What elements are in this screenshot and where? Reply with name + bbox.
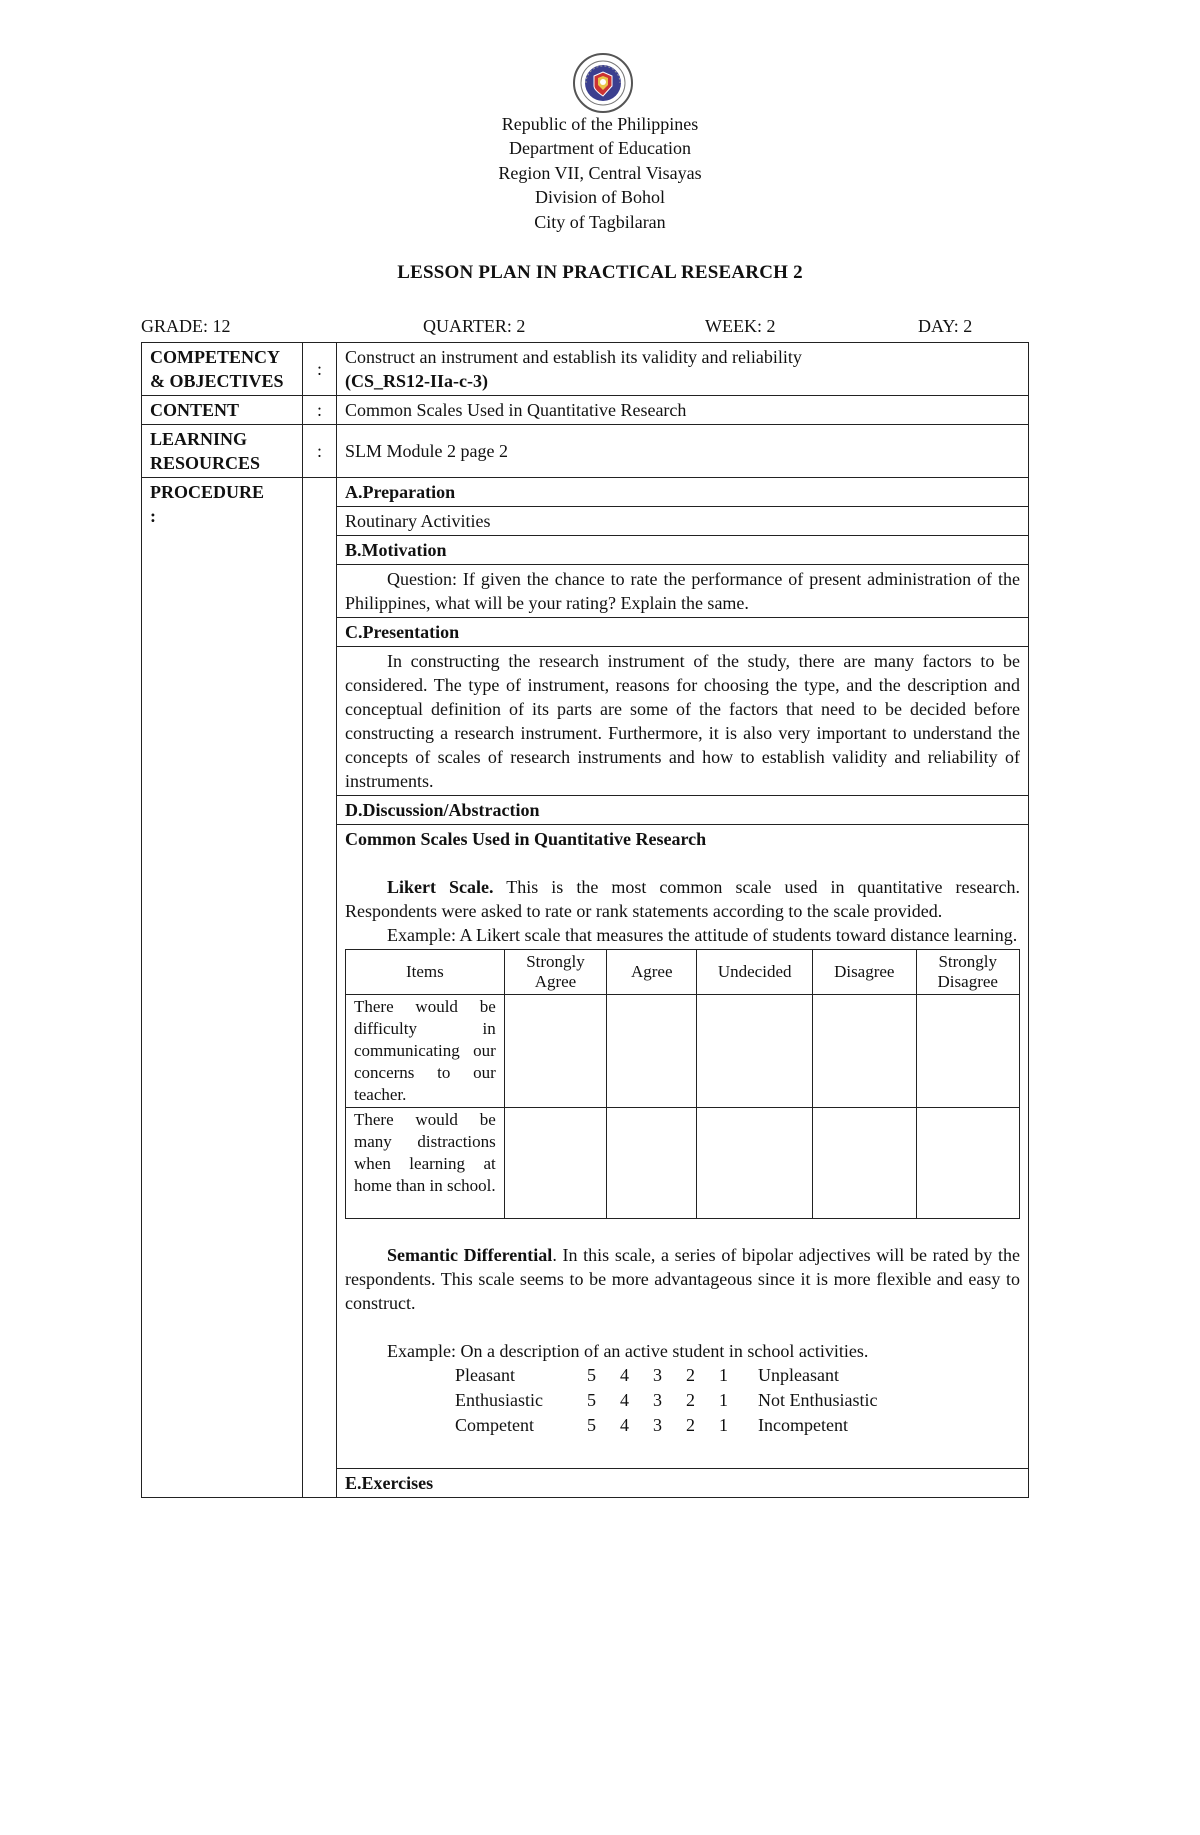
discussion-body — [337, 825, 1029, 1469]
likert-cell — [916, 995, 1020, 1108]
resources-label: LEARNING RESOURCES — [142, 425, 303, 478]
likert-header-row — [346, 950, 1020, 995]
likert-cell — [697, 995, 813, 1108]
letterhead-line: Region VII, Central Visayas — [498, 162, 702, 183]
deped-seal-logo — [572, 52, 634, 114]
semantic-term: Semantic Differential — [387, 1245, 553, 1265]
quarter-label: QUARTER: 2 — [423, 316, 526, 336]
letterhead — [300, 112, 900, 234]
likert-cell — [916, 1108, 1020, 1219]
discussion-title: Common Scales Used in Quantitative Research — [345, 829, 707, 849]
likert-header: Undecided — [697, 950, 813, 995]
procedure-spacer — [303, 478, 337, 1498]
competency-row — [142, 343, 1029, 396]
letterhead-line: City of Tagbilaran — [534, 211, 666, 232]
semantic-row: Enthusiastic 5 4 3 2 1 Not Enthusiastic — [455, 1390, 878, 1410]
likert-cell — [607, 1108, 697, 1219]
likert-header: Strongly Disagree — [916, 950, 1020, 995]
resources-row — [142, 425, 1029, 478]
competency-code: (CS_RS12-IIa-c-3) — [345, 371, 488, 391]
day-label: DAY: 2 — [918, 316, 973, 336]
content-value: Common Scales Used in Quantitative Research — [337, 396, 1029, 425]
likert-item: There would be difficulty in communicating our concerns to our teacher. — [346, 995, 505, 1108]
competency-label: COMPETENCY & OBJECTIVES — [142, 343, 303, 396]
letterhead-line: Division of Bohol — [534, 187, 665, 208]
exercises-heading: E.Exercises — [337, 1469, 1029, 1498]
likert-cell — [697, 1108, 813, 1219]
lesson-plan-table — [141, 342, 1029, 1498]
grade-label: GRADE: 12 — [141, 316, 231, 336]
likert-cell — [504, 995, 606, 1108]
semantic-example: Example: On a description of an active student in school activities. — [387, 1341, 869, 1361]
colon: : — [303, 343, 337, 396]
likert-term: Likert Scale. — [387, 877, 494, 897]
presentation-heading: C.Presentation — [337, 618, 1029, 647]
likert-item: There would be many distractions when learning at home than in school. — [346, 1108, 505, 1219]
likert-header: Agree — [607, 950, 697, 995]
likert-table — [345, 949, 1020, 1219]
likert-header: Disagree — [813, 950, 916, 995]
preparation-text: Routinary Activities — [337, 507, 1029, 536]
letterhead-line: Department of Education — [509, 138, 691, 159]
semantic-row: Pleasant 5 4 3 2 1 Unpleasant — [455, 1365, 839, 1385]
resources-value: SLM Module 2 page 2 — [337, 425, 1029, 478]
likert-header: Strongly Agree — [504, 950, 606, 995]
presentation-text: In constructing the research instrument of the study, there are many factors to be considered. The type of instrument, reasons for choosing the type, and the description and conceptual definition of its parts are some of the factors that need to be decided before constructing a research instrument. Furthermore, it is also very important to understand the concepts of scales of research instruments and how to establish validity and reliability of instruments. — [337, 647, 1029, 796]
competency-value: Construct an instrument and establish its validity and reliability (CS_RS12-IIa-c-3) — [337, 343, 1029, 396]
likert-cell — [813, 1108, 916, 1219]
colon: : — [303, 396, 337, 425]
discussion-heading: D.Discussion/Abstraction — [337, 796, 1029, 825]
semantic-row: Competent 5 4 3 2 1 Incompetent — [455, 1415, 848, 1435]
letterhead-line: Republic of the Philippines — [501, 114, 699, 134]
motivation-text: Question: If given the chance to rate the performance of present administration of the Philippines, what will be your rating? Explain the same. — [337, 565, 1029, 618]
motivation-heading: B.Motivation — [337, 536, 1029, 565]
semantic-paragraph: Semantic Differential. In this scale, a series of bipolar adjectives will be rated by the respondents. This scale seems to be more advantageous since it is more flexible and easy to construct. — [345, 1245, 1020, 1313]
likert-cell — [607, 995, 697, 1108]
document-title: LESSON PLAN IN PRACTICAL RESEARCH 2 — [397, 262, 803, 283]
likert-cell — [504, 1108, 606, 1219]
likert-header: Items — [346, 950, 505, 995]
week-label: WEEK: 2 — [705, 316, 776, 336]
procedure-row — [142, 478, 1029, 507]
content-row — [142, 396, 1029, 425]
likert-paragraph: Likert Scale. This is the most common scale used in quantitative research. Respondents were asked to rate or rank statements according to the scale provided. — [345, 877, 1021, 921]
preparation-heading: A.Preparation — [337, 478, 1029, 507]
likert-example: Example: A Likert scale that measures the attitude of students toward distance learning. — [387, 925, 1018, 945]
procedure-label: PROCEDURE : — [142, 478, 303, 1498]
likert-cell — [813, 995, 916, 1108]
likert-row — [346, 995, 1020, 1108]
content-label: CONTENT — [142, 396, 303, 425]
likert-row — [346, 1108, 1020, 1219]
colon: : — [303, 425, 337, 478]
